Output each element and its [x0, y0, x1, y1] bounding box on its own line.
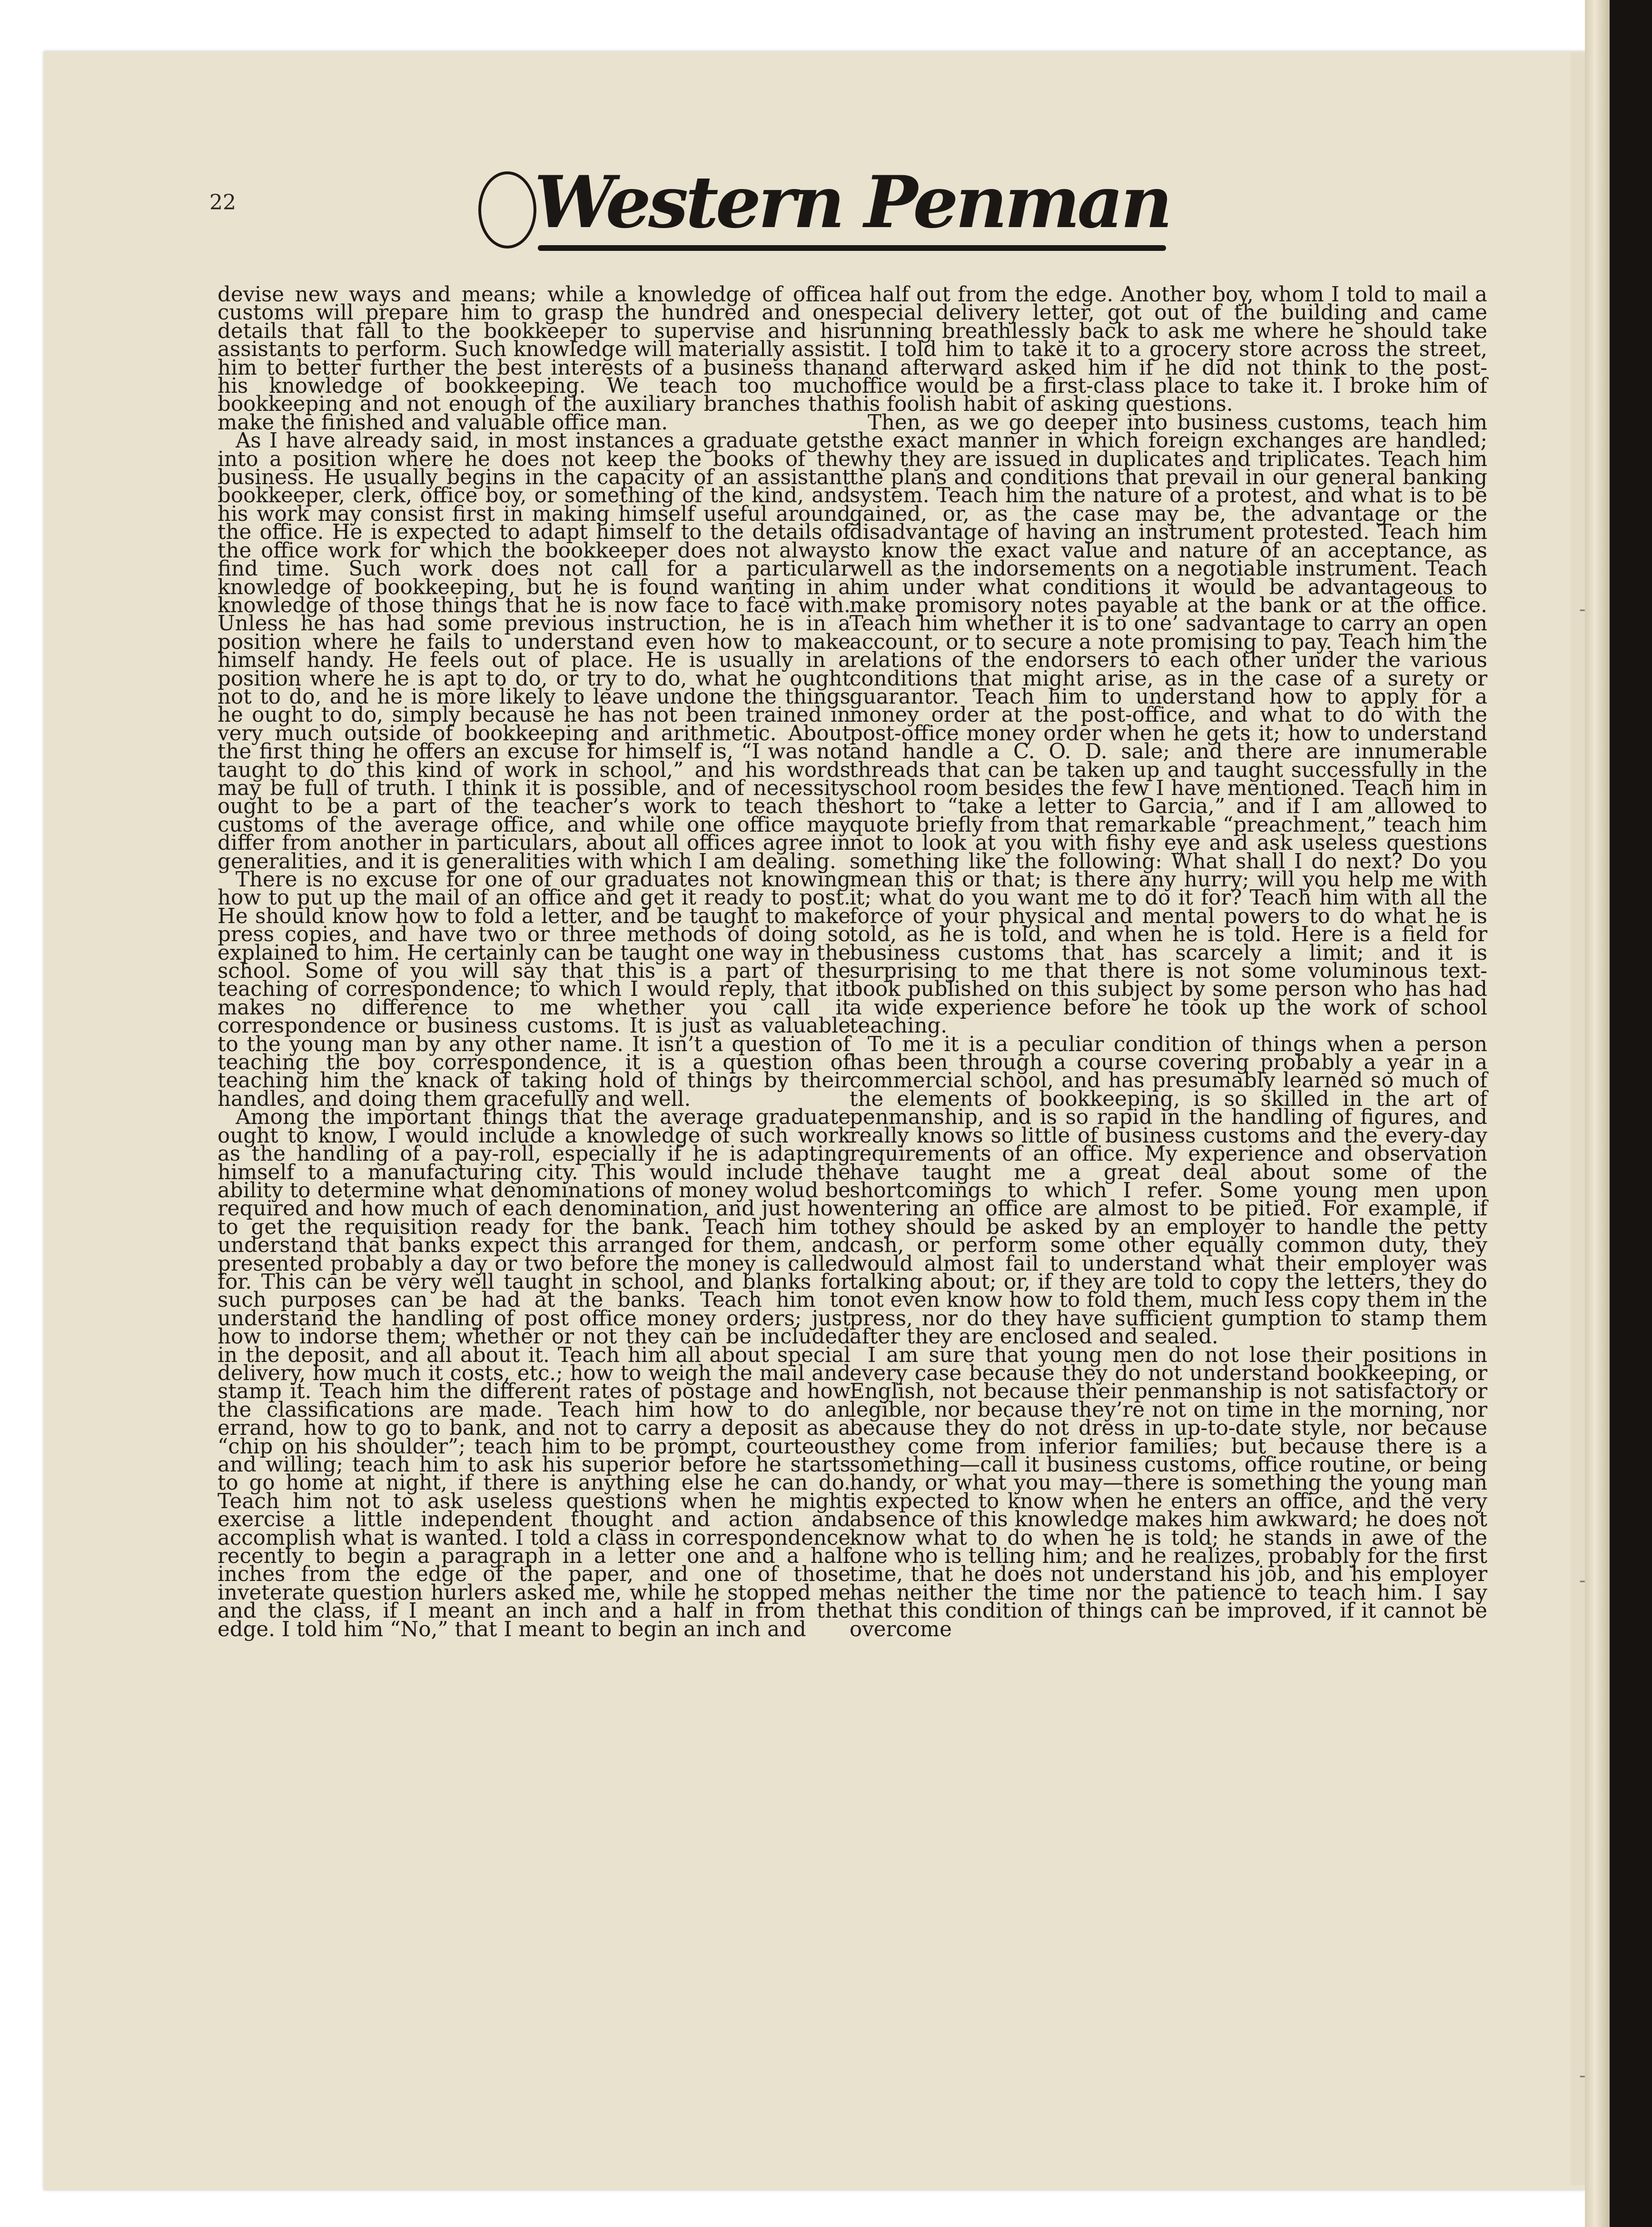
paragraph-text: To me it is a peculiar condition of things when a person has been through a course covering probably a year in a commercial school, and has presumably learned so much of the elements of bookkeeping, is so skilled in the art of penmanship, and is so rapid in the handling of figures, and really knows so little of business customs and the every-day requirements of an office. My experience and observation have taught me a great deal about some of the shortcomings to which I refer. Some young men upon entering an office are almost to be pitied. For example, if they should be asked by an employer to handle the petty cash, or perform some other equally common duty, they would almost fail to understand what their employer was talking about; or, if they are told to copy the letters, they do not even know how to fold them, much less copy them in the press, nor do they have sufficient gumption to stamp them after they are enclosed and sealed.	[850, 1032, 1487, 1349]
masthead-emblem-icon	[478, 171, 536, 249]
article-left-column	[218, 283, 851, 1641]
margin-mark: -	[1579, 598, 1586, 620]
paragraph-text: There is no excuse for one of our graduates not knowing how to put up the mail of an office and get it ready to post. He should know how to fold a letter, and be taught to make press copies, and have two or three methods of doing so explained to him. He certainly can be taught one way in the school. Some of you will say that this is a part of the teaching of correspondence; to which I would reply, that it makes no difference to me whether you call it correspondence or business customs. It is just as valuable to the young man by any other name. It isn’t a question of teaching the boy correspondence, it is a question of teaching him the knack of taking hold of things by their handles, and doing them gracefully and well.	[218, 868, 851, 1111]
masthead	[481, 155, 1176, 264]
paragraph-text: a half out from the edge. Another boy, whom I told to mail a special delivery letter, got out of the building and came running breathlessly back to ask me where he should take it. I told him to take it to a grocery store across the street, and afterward asked him if he did not think to the post-office would be a first-class place to take it. I broke him of his foolish habit of asking questions.	[850, 283, 1487, 417]
paragraph	[850, 410, 1487, 1038]
paragraph-text: Among the important things that the average graduate ought to know, I would include a knowledge of such work as the handling of a pay-roll, especially if he is adapting himself to a manufacturing city. This would include the ability to determine what denominations of money wolud be required and how much of each denomination, and just how to get the requisition ready for the bank. Teach him to understand that banks expect this arranged for them, and presented probably a day or two before the money is called for. This can be very well taught in school, and blanks for such purposes can be had at the banks. Teach him to understand the handling of post office money orders; just how to indorse them; whether or not they can be included in the deposit, and all about it. Teach him all about special delivery, how much it costs, etc.; how to weigh the mail and stamp it. Teach him the different rates of postage and how the classifications are made. Teach him how to do an errand, how to go to bank, and not to carry a deposit as a “chip on his shoulder”; teach him to be prompt, courteous and willing; teach him to ask his superior before he starts to go home at night, if there is anything else he can do. Teach him not to ask useless questions when he might exercise a little independent thought and action and accomplish what is wanted. I told a class in correspondence recently to begin a paragraph in a letter one and a half inches from the edge of the paper, and one of those inveterate question hurlers asked me, while he stopped me and the class, if I meant an inch and a half in from the edge. I told him “No,” that I meant to begin an inch and	[218, 1105, 851, 1641]
paragraph-text: devise new ways and means; while a knowledge of office customs will prepare him to grasp the hundred and one details that fall to the bookkeeper to supervise and his assistants to perform. Such knowledge will materially assist him to better further the best interests of a business than his knowledge of bookkeeping. We teach too much bookkeeping and not enough of the auxiliary branches that make the finished and valuable office man.	[218, 283, 851, 435]
paragraph	[850, 283, 1487, 417]
masthead-flourish	[538, 245, 1166, 251]
page-stack-edge	[1585, 0, 1610, 2227]
paragraph	[850, 1032, 1487, 1349]
paragraph	[218, 1105, 851, 1641]
next-page-edge	[1571, 52, 1585, 2185]
paragraph-text: As I have already said, in most instances a graduate gets into a position where he does not keep the books of the business. He usually begins in the capacity of an assistant bookkeeper, clerk, office boy, or something of the kind, and his work may consist first in making himself useful around the office. He is expected to adapt himself to the details of the office work for which the bookkeeper does not always find time. Such work does not call for a particular knowledge of bookkeeping, but he is found wanting in a knowledge of those things that he is now face to face with. Unless he has had some previous instruction, he is in a position where he fails to understand even how to make himself handy. He feels out of place. He is usually in a position where he is apt to do, or try to do, what he ought not to do, and he is more likely to leave undone the things he ought to do, simply because he has not been trained in very much outside of bookkeeping and arithmetic. About the first thing he offers an excuse for himself is, “I was not taught to do this kind of work in school,” and his words may be full of truth. I think it is possible, and of necessity ought to be a part of the teacher’s work to teach the customs of the average office, and while one office may differ from another in particulars, about all offices agree in generalities, and it is generalities with which I am dealing.	[218, 429, 851, 874]
paragraph	[218, 429, 851, 874]
book-spine	[1610, 0, 1652, 2227]
paragraph-text: Then, as we go deeper into business customs, teach him the exact manner in which foreign exchanges are handled; why they are issued in duplicates and triplicates. Teach him the plans and conditions that prevail in our general banking system. Teach him the nature of a protest, and what is to be gained, or, as the case may be, the advantage or the disadvantage of having an instrument protested. Teach him to know the exact value and nature of an acceptance, as well as the indorsements on a negotiable instrument. Teach him under what conditions it would be advantageous to make promisory notes payable at the bank or at the office. Teach him whether it is to one’ sadvantage to carry an open account, or to secure a note promising to pay. Teach him the relations of the endorsers to each other under the various conditions that might arise, as in the case of a surety or guarantor. Teach him to understand how to apply for a money order at the post-office, and what to do with the post-office money order when he gets it; how to understand and handle a C. O. D. sale; and there are innumerable threads that can be taken up and taught successfully in the school room besides the few I have mentioned. Teach him in short to “take a letter to Garcia,” and if I am allowed to quote briefly from that remarkable “preachment,” teach him not to look at you with fishy eye and ask useless questions something like the following: What shall I do next? Do you mean this or that; is there any hurry; will you help me with it; what do you want me to do it for? Teach him with all the force of your physical and mental powers to do what he is told, as he is told, and when he is told. Here is a field for business customs that has scarcely a limit; and it is surprising to me that there is not some voluminous text-book published on this subject by some person who has had a wide experience before he took up the work of school teaching.	[850, 410, 1487, 1038]
paragraph	[218, 283, 851, 435]
masthead-title: Western Penman	[534, 160, 1170, 244]
margin-mark: -	[1579, 1570, 1586, 1591]
article-right-column	[850, 283, 1487, 1641]
page-number: 22	[209, 190, 236, 215]
paragraph	[218, 868, 851, 1111]
paragraph-text: I am sure that young men do not lose their positions in every case because they do not understand bookkeeping, or English, not because their penmanship is not satisfactory or legible, nor because they’re not on time in the morning, nor because they do not dress in up-to-date style, nor because they come from inferior families; but because there is a something—call it business customs, office routine, or being handy, or what you may—there is something the young man is expected to know when he enters an office, and the very absence of this knowledge makes him awkward; he does not know what to do when he is told; he stands in awe of the one who is telling him; and he realizes, probably for the first time, that he does not understand his job, and his employer has neither the time nor the patience to teach him. I say that this condition of things can be improved, if it cannot be overcome	[850, 1343, 1487, 1641]
paragraph	[850, 1343, 1487, 1641]
margin-mark: -	[1579, 2065, 1586, 2087]
